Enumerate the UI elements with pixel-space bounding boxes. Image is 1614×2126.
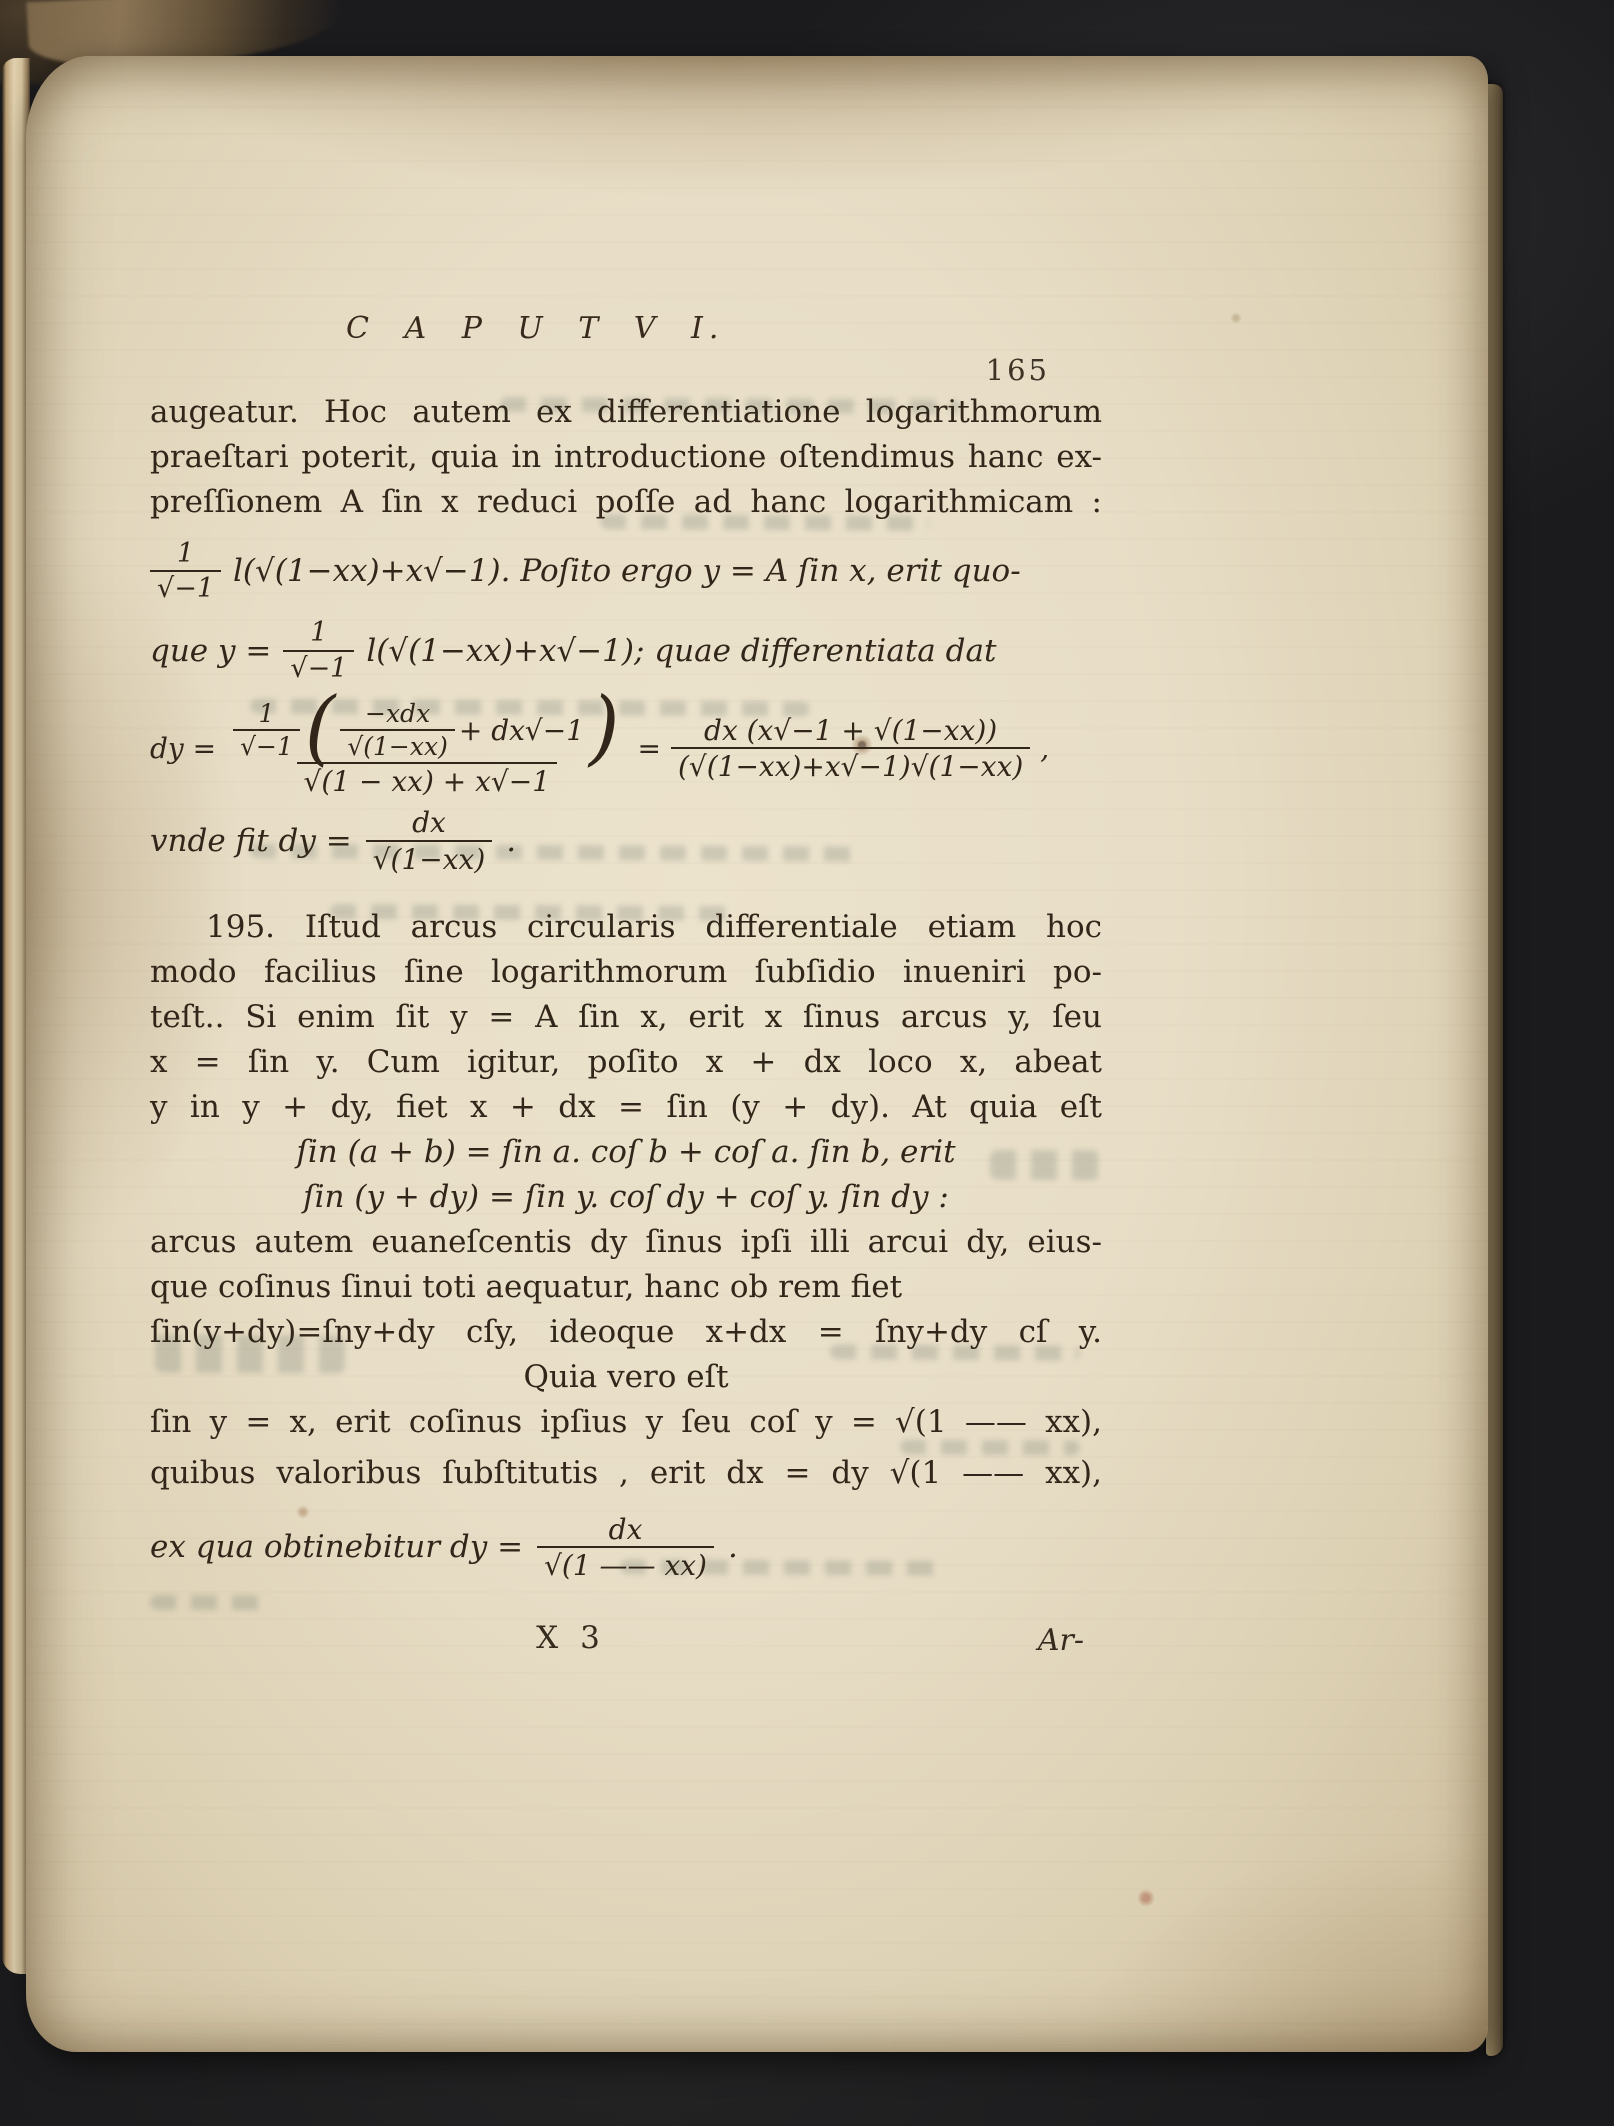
text-line: modo facilius ſine logarithmorum ſubſidio inueniri po- [150,954,1102,991]
equation-line [150,1514,1102,1582]
paragraph-gap [150,879,1102,905]
fraction-denominator: √−1 [150,570,221,604]
gathering-signature: X 3 [536,1619,606,1656]
fraction-denominator: √−1 [233,729,300,761]
fraction-numerator: dx (x√−1 + √(1−xx)) [704,713,998,747]
equation-text: l(√(1−xx)+x√−1). Poſito ergo y = A ſin x, erit quo- [233,553,1021,590]
fraction [150,539,221,604]
equation-text: . [506,822,517,859]
running-head [150,302,1102,390]
text-line: 195. Iſtud arcus circularis differentiale etiam hoc [206,909,1102,946]
text-line: praeſtari poterit, quia in introductione oſtendimus hanc ex- [150,439,1102,475]
equals-sign: = [637,731,661,765]
text-line: preſſionem A ſin x reduci poſſe ad hanc logarithmicam : [150,484,1102,520]
text-line: teſt.. Si enim ſit y = A ſin x, erit x ſinus arcus y, ſeu [150,999,1102,1036]
fraction-denominator: √(1−xx) [366,840,493,875]
text-line: ſin(y+dy)=ſny+dy cſy, ideoque x+dx = ſny+dy cſ y. [150,1314,1102,1351]
fraction [233,700,300,761]
equation-line [150,539,1102,604]
close-paren: ) [589,681,620,775]
fraction [537,1514,714,1582]
equation-line: ſin (a + b) = ſin a. coſ b + coſ a. ſin b, erit [296,1134,956,1171]
fraction-denominator: √−1 [283,650,354,684]
fraction [366,807,493,875]
equation-text: ex qua obtinebitur dy = [150,1529,524,1566]
fraction-numerator: −xdx [365,698,431,728]
equation-line [150,618,1102,683]
open-paren: ( [304,681,336,775]
equation-line: ſin (y + dy) = ſin y. coſ dy + coſ y. ſin dy : [303,1179,949,1216]
page-block-right-edge [1486,84,1503,2056]
equation-text: + dx√−1 [458,713,585,747]
equation-lhs: dy = [150,731,217,765]
equation-text: . [727,1529,738,1566]
text-line: que coſinus ſinui toti aequatur, hanc ob rem fiet [150,1269,903,1306]
fraction-denominator: √(1 —— xx) [537,1546,714,1581]
fraction [671,715,1030,783]
equation-text: que y = [150,632,272,669]
book-page [26,56,1488,2052]
equation-text: l(√(1−xx)+x√−1); quae differentiata dat [366,632,997,669]
text-line: augeatur. Hoc autem ex differentiatione logarithmorum [150,394,1102,430]
equation-text: vnde fit dy = [150,822,352,859]
page-number: 165 [985,353,1050,387]
outer-denominator: √(1 − xx) + x√−1 [297,762,558,797]
equation-line [150,807,1102,875]
fraction [283,618,354,683]
text-block [150,302,1102,1676]
outer-fraction [226,681,627,798]
fraction-denominator: √(1−xx) [340,729,455,761]
fraction [340,700,455,761]
text-line: Quia vero eſt [523,1359,729,1396]
equation-text: , [1040,731,1050,765]
fraction-numerator: 1 [176,538,195,569]
fraction-numerator: dx [412,806,446,840]
fraction-numerator: 1 [258,698,275,728]
text-line: y in y + dy, fiet x + dx = ſin (y + dy). At quia eſt [150,1089,1102,1126]
text-line: arcus autem euaneſcentis dy ſinus ipſi illi arcui dy, eius- [150,1224,1102,1261]
fraction-numerator: dx [608,1513,643,1547]
catchword: Ar- [1037,1622,1084,1658]
page-footer [150,1616,1102,1676]
fraction-numerator: 1 [310,617,328,649]
text-line: x = ſin y. Cum igitur, poſito x + dx loco x, abeat [150,1044,1102,1081]
outer-numerator [226,681,627,775]
text-line: ſin y = x, erit coſinus ipſius y ſeu coſ y = √(1 —— xx), [150,1404,1102,1441]
fraction-denominator: (√(1−xx)+x√−1)√(1−xx) [671,747,1030,782]
chapter-heading: C A P U T V I. [346,311,725,346]
display-equation [150,681,1102,798]
text-line: quibus valoribus ſubſtitutis , erit dx = dy √(1 —— xx), [150,1455,1102,1492]
